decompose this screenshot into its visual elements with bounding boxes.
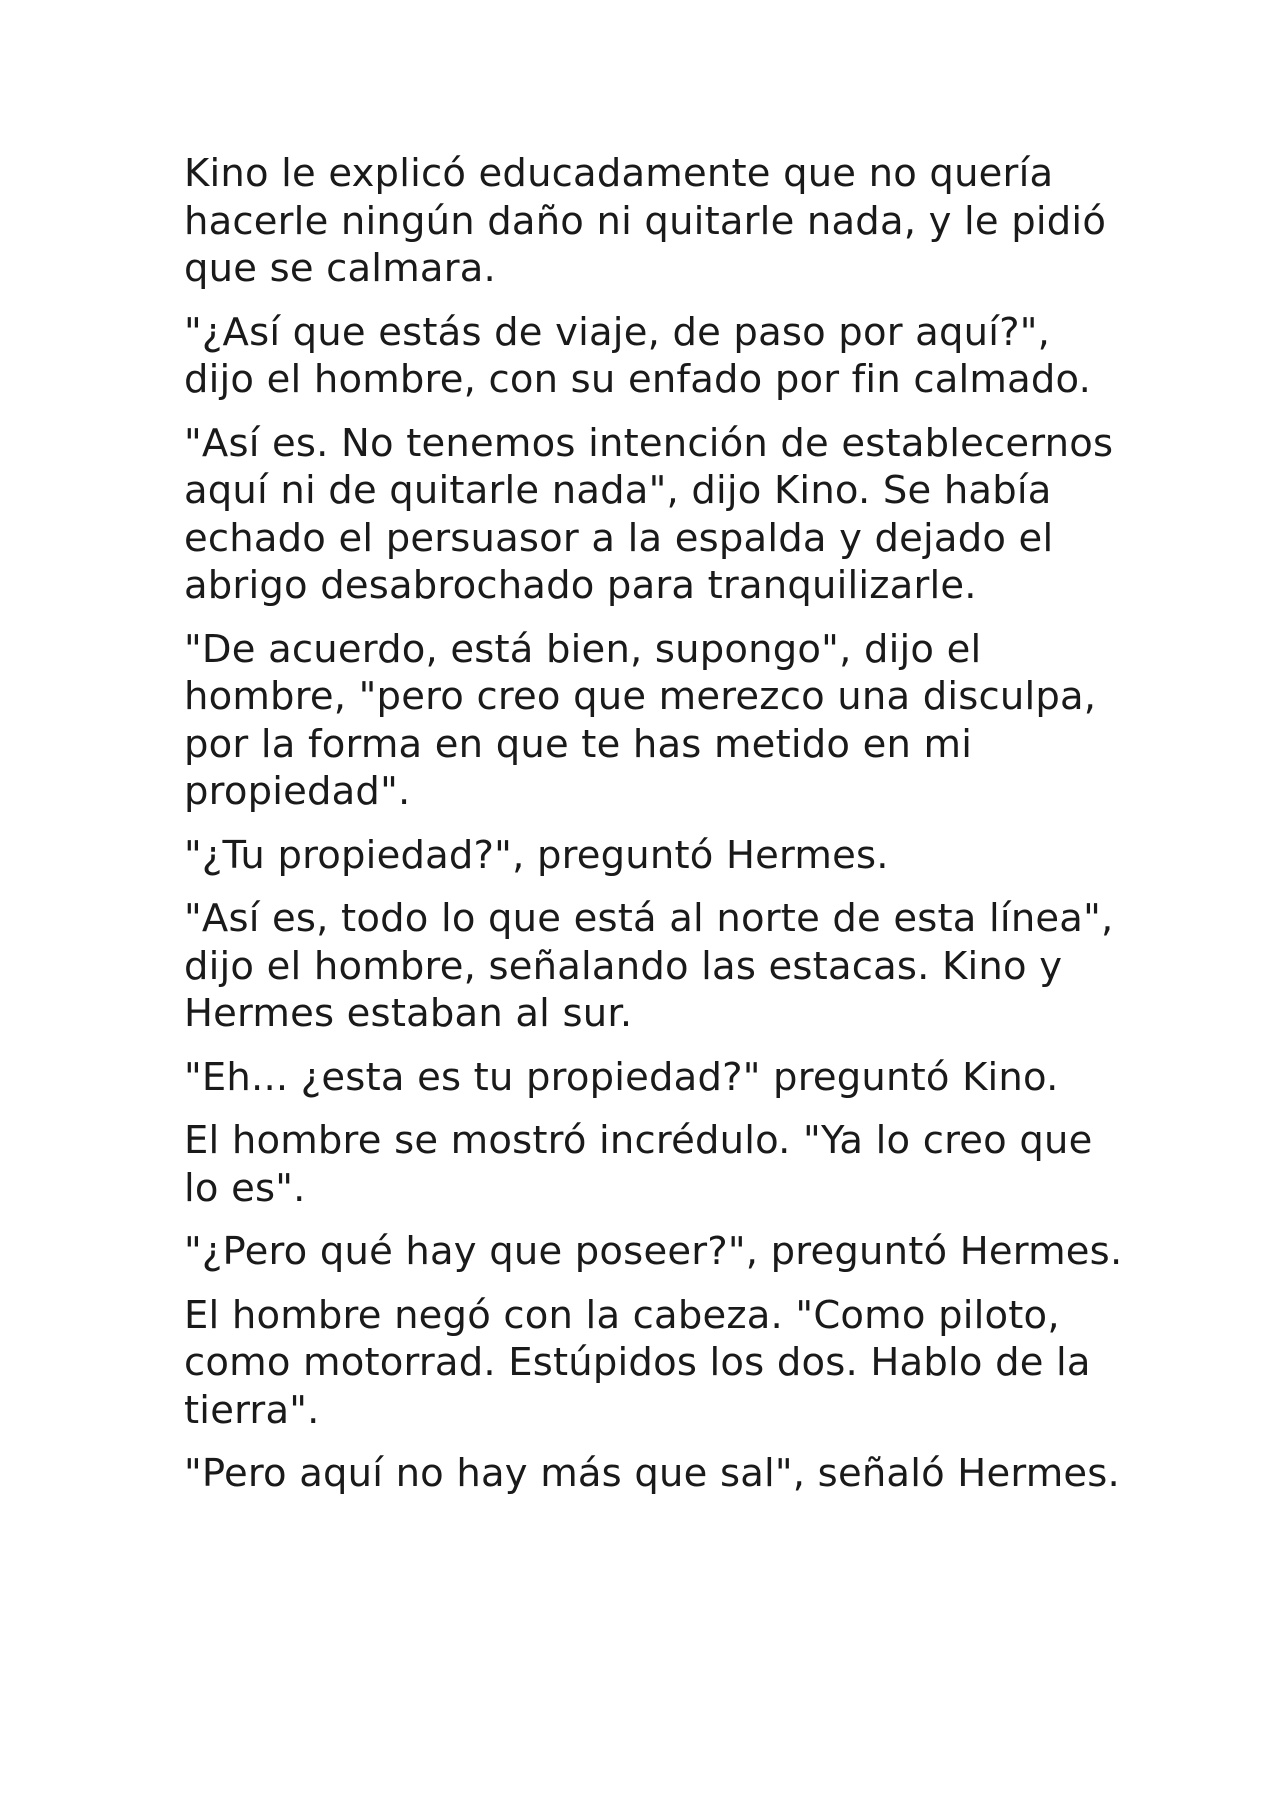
paragraph: "Pero aquí no hay más que sal", señaló Hermes.	[184, 1451, 1120, 1496]
paragraph: "¿Tu propiedad?", preguntó Hermes.	[184, 832, 889, 878]
paragraph: "Así es. No tenemos intención de establecernos aquí ni de quitarle nada", dijo Kino. Se había echado el persuasor a la espalda y dejado el abrigo desabrochado para tranquilizarle.	[184, 420, 1114, 608]
paragraph: "¿Pero qué hay que poseer?", preguntó Hermes.	[184, 1229, 1123, 1274]
paragraph: El hombre se mostró incrédulo. "Ya lo creo que lo es".	[184, 1118, 1093, 1211]
paragraph: "¿Así que estás de viaje, de paso por aquí?", dijo el hombre, con su enfado por fin calmado.	[184, 309, 1092, 402]
body-text	[184, 150, 1124, 1514]
paragraph: El hombre negó con la cabeza. "Como piloto, como motorrad. Estúpidos los dos. Hablo de la tierra".	[184, 1292, 1091, 1433]
paragraph: "Eh... ¿esta es tu propiedad?" preguntó Kino.	[184, 1054, 1059, 1100]
paragraph: "Así es, todo lo que está al norte de esta línea", dijo el hombre, señalando las estacas. Kino y Hermes estaban al sur.	[184, 896, 1114, 1036]
paragraph: Kino le explicó educadamente que no quería hacerle ningún daño ni quitarle nada, y le pidió que se calmara.	[184, 151, 1107, 291]
paragraph: "De acuerdo, está bien, supongo", dijo el hombre, "pero creo que merezco una disculpa, por la forma en que te has metido en mi propiedad".	[184, 626, 1097, 814]
